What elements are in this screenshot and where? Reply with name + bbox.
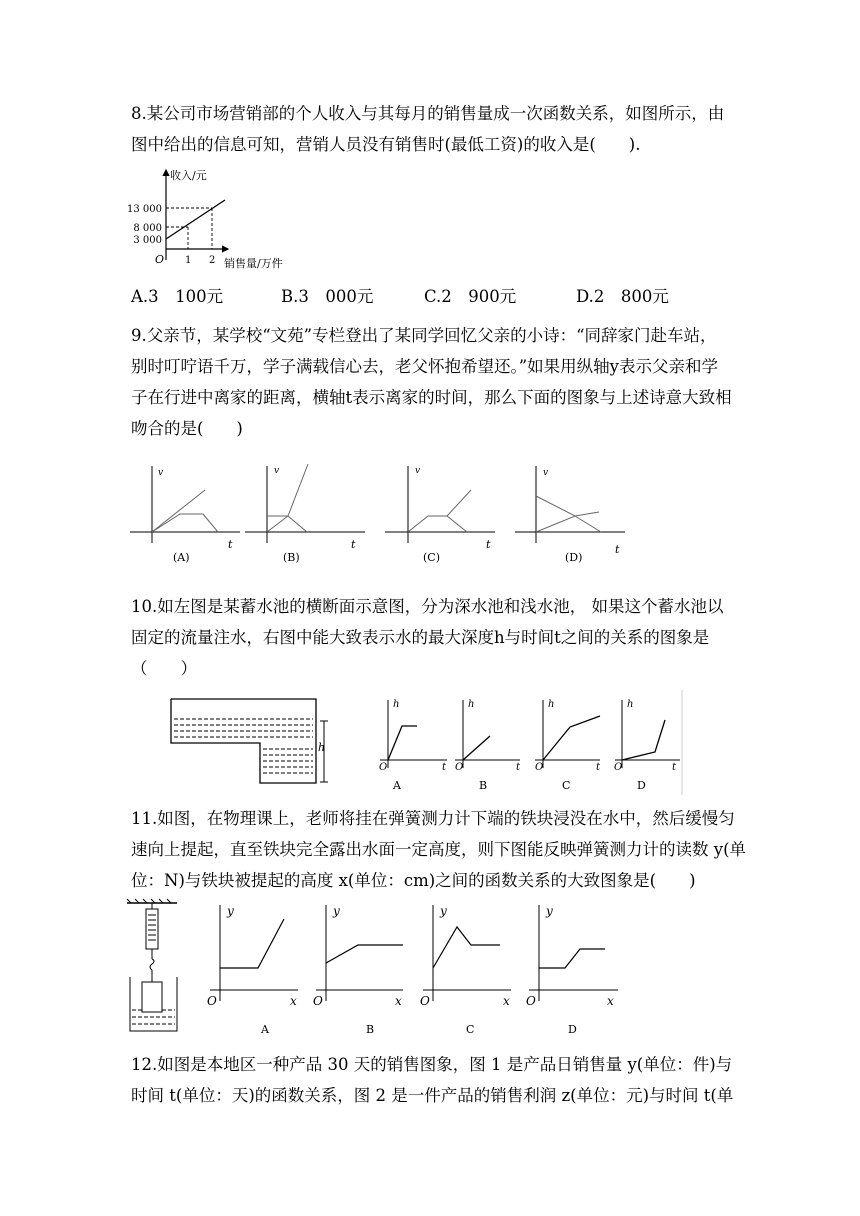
q8-y-tick-13000: 13 000 (127, 204, 162, 215)
q9-a-tlabel: t (228, 538, 233, 551)
q9-text (131, 320, 757, 444)
q9-graph-d (515, 466, 625, 543)
q9-line-2: 别时叮咛语千万，学子满载信心去，老父怀抱希望还。”如果用纵轴y表示父亲和学 (131, 357, 719, 376)
q8-text (131, 98, 757, 160)
q10-a-h: h (393, 699, 400, 710)
q8-origin: O (155, 253, 165, 266)
q8-option-a[interactable]: A.3 100元 (131, 287, 224, 306)
q9-c-vlabel: v (415, 466, 421, 476)
q9-b-vlabel: v (274, 466, 280, 476)
q9-b-label: (B) (283, 551, 300, 564)
q9-a-vlabel: v (158, 468, 164, 478)
q10-b-t: t (516, 762, 521, 773)
q10-b-o: O (455, 762, 464, 773)
q12-line-1: 12.如图是本地区一种产品 30 天的销售图象，图 1 是产品日销售量 y(单位：件)与 (131, 1055, 733, 1074)
q11-line-1: 11.如图，在物理课上，老师将挂在弹簧测力计下端的铁块浸没在水中，然后缓慢匀 (131, 809, 735, 828)
q10-b-label: B (479, 779, 488, 792)
q10-reservoir-figure (168, 695, 338, 790)
q8-option-b[interactable]: B.3 000元 (281, 287, 374, 306)
q8-y-tick-3000: 3 000 (133, 235, 162, 246)
q8-function-line (166, 200, 225, 239)
q8-options (131, 283, 757, 307)
q8-option-d[interactable]: D.2 800元 (576, 287, 669, 306)
q10-a-o: O (379, 762, 388, 773)
q11-a-label: A (261, 1023, 269, 1036)
q9-d-label: (D) (565, 551, 583, 564)
q10-c-label: C (562, 779, 571, 792)
q10-graphs (375, 690, 685, 795)
q11-line-2: 速向上提起，直至铁块完全露出水面一定高度，则下图能反映弹簧测力计的读数 y(单 (131, 840, 747, 859)
q11-c-y: y (440, 904, 447, 918)
q8-x-label: 销售量/万件 (224, 257, 283, 270)
q10-d-h: h (627, 699, 634, 710)
q8-x-tick-1: 1 (185, 255, 192, 266)
q10-depth-label: h (318, 741, 326, 754)
q9-c-label: (C) (423, 551, 440, 564)
q8-y-label: 收入/元 (170, 169, 207, 182)
q10-d-label: D (637, 779, 646, 792)
q9-graph-b (245, 464, 365, 543)
q10-line-2: 固定的流量注水，右图中能大致表示水的最大深度h与时间t之间的关系的图象是 (131, 628, 710, 647)
q10-c-t: t (596, 762, 601, 773)
q11-c-o: O (420, 994, 430, 1008)
q8-line-2: 图中给出的信息可知，营销人员没有销售时(最低工资)的收入是( ). (131, 135, 641, 154)
q9-graph-c (385, 466, 495, 543)
q11-b-label: B (366, 1023, 375, 1036)
q11-b-o: O (313, 994, 323, 1008)
q9-line-3: 子在行进中离家的距离，横轴t表示离家的时间，那么下面的图象与上述诗意大致相 (131, 388, 732, 407)
q9-c-tlabel: t (486, 538, 491, 551)
q8-income-graph (127, 165, 308, 275)
q9-line-1: 9.父亲节，某学校“文苑”专栏登出了某同学回忆父亲的小诗：“同辞家门赴车站， (131, 326, 717, 345)
q11-d-label: D (568, 1023, 577, 1036)
q10-a-t: t (442, 762, 447, 773)
q12-line-2: 时间 t(单位：天)的函数关系，图 2 是一件产品的销售利润 z(单位：元)与时间 t(单 (131, 1086, 734, 1105)
q11-text (131, 803, 757, 896)
q10-c-h: h (548, 699, 555, 710)
q9-line-4: 吻合的是( ) (131, 419, 243, 438)
q10-b-h: h (468, 699, 475, 710)
q11-c-label: C (466, 1023, 475, 1036)
q10-d-o: O (614, 762, 623, 773)
q10-line-3: （ ） (131, 659, 197, 678)
q8-option-c[interactable]: C.2 900元 (424, 287, 517, 306)
q9-b-tlabel: t (351, 538, 356, 551)
q11-graphs (198, 897, 628, 1037)
q11-b-x: x (395, 994, 402, 1008)
q10-c-o: O (535, 762, 544, 773)
q8-x-tick-2: 2 (209, 255, 216, 266)
q12-text (131, 1049, 757, 1111)
q9-graphs (125, 458, 645, 568)
q9-d-tlabel: t (615, 543, 620, 556)
q9-a-label: (A) (173, 551, 190, 564)
q11-d-x: x (607, 994, 614, 1008)
q11-line-3: 位：N)与铁块被提起的高度 x(单位：cm)之间的函数关系的大致图象是( ) (131, 871, 696, 890)
q11-b-y: y (333, 904, 340, 918)
q10-d-t: t (672, 762, 677, 773)
q11-c-x: x (503, 994, 510, 1008)
q11-d-o: O (526, 994, 536, 1008)
q11-a-y: y (227, 904, 234, 918)
q10-a-label: A (393, 779, 401, 792)
q10-line-1: 10.如左图是某蓄水池的横断面示意图，分为深水池和浅水池， 如果这个蓄水池以 (131, 597, 724, 616)
q10-text (131, 591, 757, 684)
q11-d-y: y (546, 904, 553, 918)
q9-d-vlabel: v (543, 468, 549, 478)
q11-a-o: O (207, 994, 217, 1008)
q8-line-1: 8.某公司市场营销部的个人收入与其每月的销售量成一次函数关系，如图所示，由 (131, 104, 725, 123)
q11-a-x: x (290, 994, 297, 1008)
q8-y-tick-8000: 8 000 (133, 223, 162, 234)
q11-spring-scale-figure (125, 897, 185, 1037)
q9-graph-a (130, 466, 240, 543)
